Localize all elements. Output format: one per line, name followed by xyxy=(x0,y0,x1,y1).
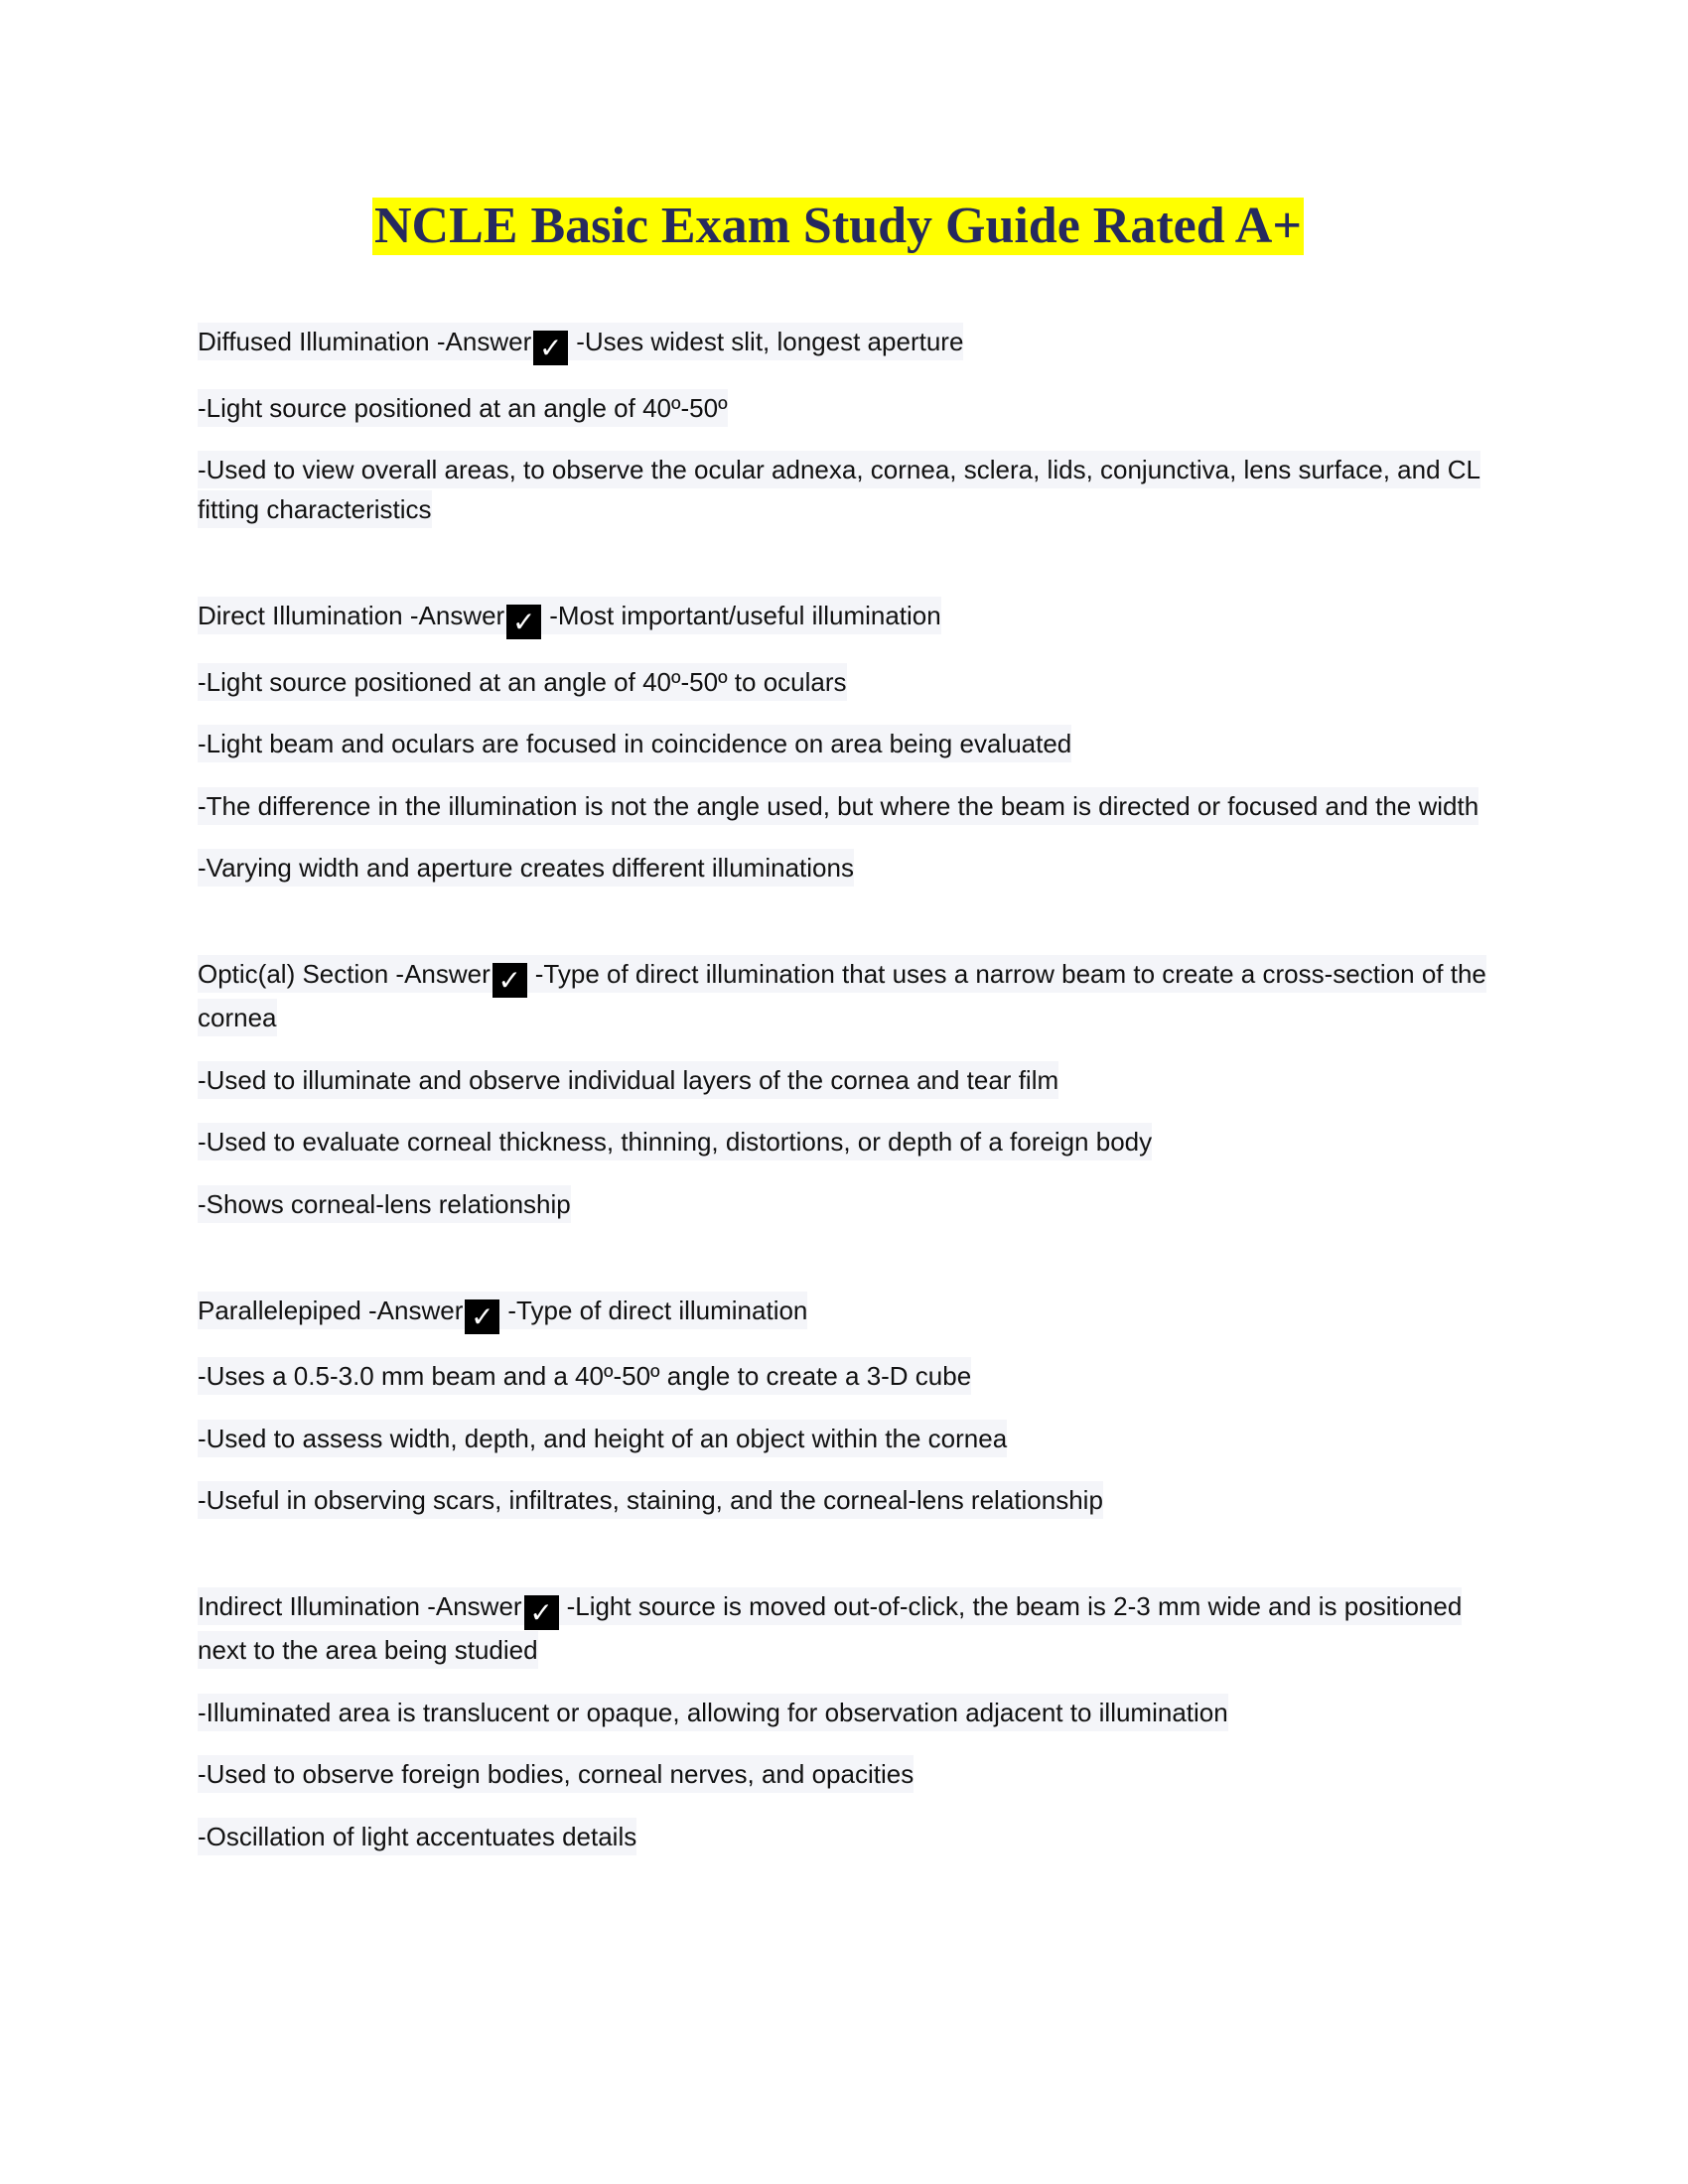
detail-line xyxy=(198,450,1488,529)
check-box-icon: ✓ xyxy=(524,1595,559,1630)
question-line xyxy=(198,1291,1488,1334)
detail-line xyxy=(198,1356,1488,1396)
qa-section xyxy=(198,1291,1488,1521)
detail-text: -Light source positioned at an angle of 40º-50º to oculars xyxy=(198,663,847,701)
check-box-icon: ✓ xyxy=(465,1299,499,1334)
detail-text: -Light beam and oculars are focused in coincidence on area being evaluated xyxy=(198,725,1071,762)
answer-text: -Light source is moved out-of-click, the beam is 2-3 mm wide and is positioned next to the area being studied xyxy=(198,1591,1463,1665)
detail-text: -Useful in observing scars, infiltrates, staining, and the corneal-lens relationship xyxy=(198,1481,1103,1519)
detail-line xyxy=(198,848,1488,887)
question-highlight xyxy=(198,955,1486,1036)
detail-line xyxy=(198,1419,1488,1458)
detail-line xyxy=(198,1754,1488,1794)
detail-line xyxy=(198,724,1488,763)
question-highlight xyxy=(198,1292,808,1333)
detail-line xyxy=(198,388,1488,428)
question-line xyxy=(198,1586,1488,1670)
qa-section xyxy=(198,322,1488,529)
detail-line xyxy=(198,786,1488,826)
answer-text: -Type of direct illumination that uses a narrow beam to create a cross-section of the cornea xyxy=(198,959,1486,1032)
question-line xyxy=(198,322,1488,365)
answer-text: -Type of direct illumination xyxy=(507,1295,808,1325)
check-box-icon: ✓ xyxy=(533,331,568,365)
answer-text: -Uses widest slit, longest aperture xyxy=(576,327,964,356)
qa-section xyxy=(198,954,1488,1224)
question-highlight xyxy=(198,323,964,364)
term-text: Indirect Illumination -Answer xyxy=(198,1591,522,1621)
detail-line xyxy=(198,1693,1488,1732)
question-highlight xyxy=(198,597,941,638)
detail-line xyxy=(198,1184,1488,1224)
detail-text: -Used to observe foreign bodies, corneal nerves, and opacities xyxy=(198,1755,914,1793)
detail-text: -Oscillation of light accentuates details xyxy=(198,1818,636,1855)
term-text: Diffused Illumination -Answer xyxy=(198,327,532,356)
term-text: Optic(al) Section -Answer xyxy=(198,959,491,989)
page-title: NCLE Basic Exam Study Guide Rated A+ xyxy=(374,198,1302,254)
detail-line xyxy=(198,1817,1488,1856)
check-box-icon: ✓ xyxy=(492,963,527,998)
term-text: Parallelepiped -Answer xyxy=(198,1295,464,1325)
detail-text: -Used to illuminate and observe individual layers of the cornea and tear film xyxy=(198,1061,1058,1099)
detail-text: -Varying width and aperture creates different illuminations xyxy=(198,849,854,887)
detail-text: -Shows corneal-lens relationship xyxy=(198,1185,571,1223)
detail-text: -Illuminated area is translucent or opaque, allowing for observation adjacent to illumination xyxy=(198,1694,1228,1731)
question-line xyxy=(198,596,1488,639)
qa-section xyxy=(198,596,1488,887)
detail-text: -Used to assess width, depth, and height of an object within the cornea xyxy=(198,1420,1007,1457)
detail-text: -Uses a 0.5-3.0 mm beam and a 40º-50º angle to create a 3-D cube xyxy=(198,1357,971,1395)
study-guide-content xyxy=(198,322,1488,1923)
term-text: Direct Illumination -Answer xyxy=(198,601,505,630)
detail-line xyxy=(198,1122,1488,1161)
detail-text: -Used to view overall areas, to observe the ocular adnexa, cornea, sclera, lids, conjunctiva, lens surface, and CL fitting characteristics xyxy=(198,451,1480,528)
answer-text: -Most important/useful illumination xyxy=(549,601,941,630)
detail-line xyxy=(198,662,1488,702)
question-line xyxy=(198,954,1488,1037)
detail-text: -The difference in the illumination is not the angle used, but where the beam is directed or focused and the width xyxy=(198,787,1478,825)
detail-text: -Used to evaluate corneal thickness, thinning, distortions, or depth of a foreign body xyxy=(198,1123,1152,1160)
detail-line xyxy=(198,1480,1488,1520)
qa-section xyxy=(198,1586,1488,1856)
detail-line xyxy=(198,1060,1488,1100)
check-box-icon: ✓ xyxy=(506,605,541,639)
question-highlight xyxy=(198,1587,1462,1669)
title-container xyxy=(0,198,1688,255)
detail-text: -Light source positioned at an angle of 40º-50º xyxy=(198,389,728,427)
